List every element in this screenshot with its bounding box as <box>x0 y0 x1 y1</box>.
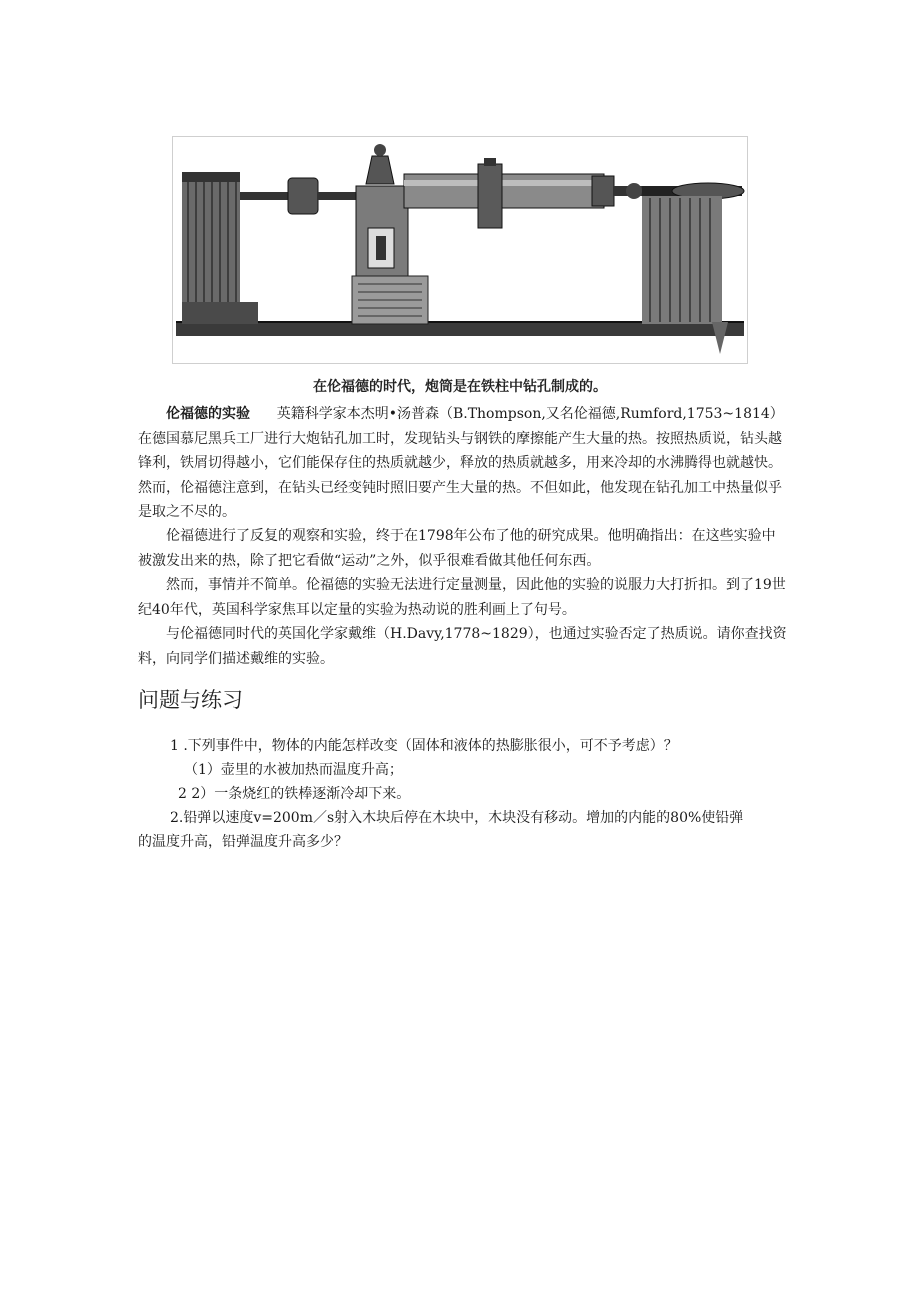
question-2: 2.铅弹以速度v=200m／s射入木块后停在木块中，木块没有移动。增加的内能的80%使铅弹 <box>170 810 744 826</box>
paragraph-1-text: 英籍科学家本杰明•汤普森（B.Thompson,又名伦福德,Rumford,1753~1814）在德国慕尼黑兵工厂进行大炮钻孔加工时，发现钻头与钢铁的摩擦能产生大量的热。按照热质说，钻头越锋利，铁屑切得越小，它们能保存住的热质就越少，释放的热质就越多，用来冷却的水沸腾得也就越快。然而，伦福德注意到，在钻头已经变钝时照旧要产生大量的热。不但如此，他发现在钻孔加工中热量似乎是取之不尽的。 <box>138 406 784 520</box>
figure-caption: 在伦福德的时代，炮筒是在铁柱中钻孔制成的。 <box>313 379 607 395</box>
question-2-continued: 的温度升高，铅弹温度升高多少？ <box>138 834 348 850</box>
paragraph-2-text: 伦福德进行了反复的观察和实验，终于在1798年公布了他的研究成果。他明确指出：在这些实验中被激发出来的热，除了把它看做“运动”之外，似乎很难看做其他任何东西。 <box>138 528 776 569</box>
question-1-part-1: （1）壶里的水被加热而温度升高； <box>184 762 403 778</box>
question-1: 1 .下列事件中，物体的内能怎样改变（固体和液体的热膨胀很小，可不予考虑）？ <box>170 738 678 754</box>
section-title: 伦福德的实验 <box>166 406 250 422</box>
boring-machine-illustration <box>172 136 748 364</box>
paragraph-2 <box>138 524 788 573</box>
paragraph-3 <box>138 573 788 622</box>
paragraph-1 <box>138 402 788 525</box>
paragraph-4 <box>138 622 788 671</box>
paragraph-3-text: 然而，事情并不简单。伦福德的实验无法进行定量测量，因此他的实验的说服力大打折扣。到了19世纪40年代，英国科学家焦耳以定量的实验为热动说的胜利画上了句号。 <box>138 577 786 618</box>
exercises-heading: 问题与练习 <box>138 688 243 712</box>
question-1-part-2: 2 2）一条烧红的铁棒逐渐冷却下来。 <box>178 786 411 802</box>
paragraph-4-text: 与伦福德同时代的英国化学家戴维（H.Davy,1778~1829），也通过实验否定了热质说。请你查找资料，向同学们描述戴维的实验。 <box>138 626 787 667</box>
